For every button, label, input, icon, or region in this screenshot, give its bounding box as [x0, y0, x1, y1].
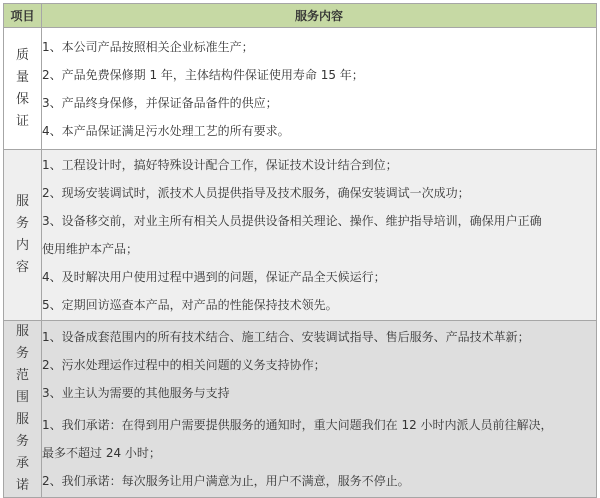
list-item-continuation: 使用维护本产品； — [42, 242, 139, 256]
section-label — [4, 321, 42, 410]
list-item: 4、及时解决用户使用过程中遇到的问题，保证产品全天候运行； — [42, 270, 386, 284]
section-label-char: 量 — [15, 69, 29, 85]
list-item: 1、工程设计时，搞好特殊设计配合工作，保证技术设计结合到位； — [42, 158, 398, 172]
section-label-char: 容 — [15, 260, 29, 275]
list-item: 3、业主认为需要的其他服务与支持 — [42, 386, 230, 400]
section-label-char: 质 — [15, 47, 29, 63]
section-label — [4, 150, 42, 321]
list-item: 5、定期回访巡查本产品，对产品的性能保持技术领先。 — [42, 298, 338, 312]
section-label-char: 证 — [15, 113, 29, 129]
service-table-container — [3, 3, 596, 492]
list-item: 1、我们承诺：在得到用户需要提供服务的通知时，重大问题我们在 12 小时内派人员前往解决， — [42, 418, 553, 432]
section-content — [42, 28, 597, 150]
section-label-char: 服 — [15, 324, 29, 339]
section-label-char: 务 — [15, 346, 29, 361]
section-label-char: 服 — [15, 194, 29, 209]
section-label — [4, 409, 42, 498]
header-content: 服务内容 — [42, 4, 597, 28]
section-content — [42, 409, 597, 498]
section-label-char: 范 — [15, 368, 29, 383]
section-label-char: 保 — [15, 91, 29, 107]
list-item: 1、本公司产品按照相关企业标准生产； — [42, 39, 254, 54]
list-item: 2、污水处理运作过程中的相关问题的义务支持协作； — [42, 358, 326, 372]
table-header-row — [4, 4, 597, 28]
list-item: 3、产品终身保修，并保证备品备件的供应； — [42, 95, 278, 110]
section-label-char: 诺 — [15, 478, 29, 493]
list-item: 3、设备移交前，对业主所有相关人员提供设备相关理论、操作、维护指导培训，确保用户正确 — [42, 214, 542, 228]
section-content — [42, 150, 597, 321]
section-label — [4, 28, 42, 150]
list-item: 4、本产品保证满足污水处理工艺的所有要求。 — [42, 123, 290, 138]
section-label-char: 承 — [15, 456, 29, 471]
list-item: 2、现场安装调试时，派技术人员提供指导及技术服务，确保安装调试一次成功； — [42, 186, 470, 200]
section-row-quality-guarantee — [4, 28, 597, 150]
section-row-service-scope — [4, 321, 597, 410]
section-label-char: 内 — [15, 238, 29, 253]
section-row-service-commitment — [4, 409, 597, 498]
service-table — [3, 3, 597, 498]
section-label-char: 务 — [15, 434, 29, 449]
list-item: 2、产品免费保修期 1 年，主体结构件保证使用寿命 15 年； — [42, 67, 364, 82]
section-label-char: 务 — [15, 216, 29, 231]
header-item: 项目 — [4, 4, 42, 28]
section-label-char: 围 — [15, 390, 29, 405]
list-item-continuation: 最多不超过 24 小时； — [42, 446, 161, 460]
section-label-char: 服 — [15, 412, 29, 427]
section-content — [42, 321, 597, 410]
list-item: 2、我们承诺：每次服务让用户满意为止，用户不满意，服务不停止。 — [42, 474, 410, 488]
list-item: 1、设备成套范围内的所有技术结合、施工结合、安装调试指导、售后服务、产品技术革新； — [42, 330, 530, 344]
section-row-service-content — [4, 150, 597, 321]
